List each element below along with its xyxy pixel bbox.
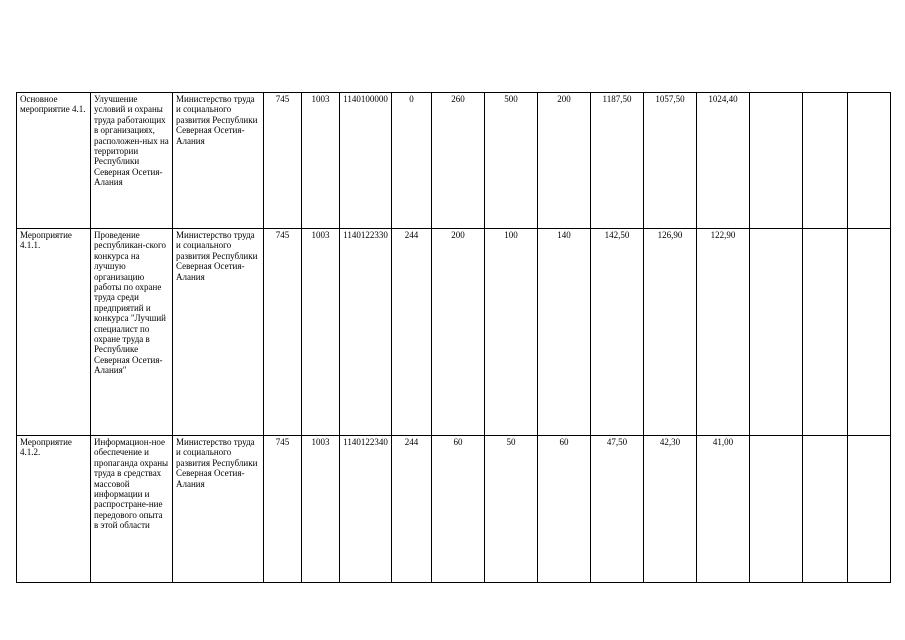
cell-vr: 0 bbox=[392, 93, 432, 229]
cell-value-9 bbox=[848, 229, 891, 436]
cell-executor: Министерство труда и социального развития Республики Северная Осетия-Алания bbox=[173, 436, 264, 583]
cell-value-8 bbox=[803, 229, 848, 436]
program-table bbox=[16, 92, 891, 583]
cell-value-2: 50 bbox=[485, 436, 538, 583]
cell-value-8 bbox=[803, 436, 848, 583]
cell-value-6: 41,00 bbox=[697, 436, 750, 583]
cell-value-3: 140 bbox=[538, 229, 591, 436]
cell-value-1: 200 bbox=[432, 229, 485, 436]
cell-vr: 244 bbox=[392, 436, 432, 583]
cell-value-5: 1057,50 bbox=[644, 93, 697, 229]
cell-grbs: 745 bbox=[264, 93, 302, 229]
cell-value-9 bbox=[848, 436, 891, 583]
cell-value-5: 42,30 bbox=[644, 436, 697, 583]
cell-value-5: 126,90 bbox=[644, 229, 697, 436]
table-row bbox=[17, 436, 891, 583]
cell-value-3: 60 bbox=[538, 436, 591, 583]
cell-value-2: 100 bbox=[485, 229, 538, 436]
cell-value-9 bbox=[848, 93, 891, 229]
cell-csr: 1140122330 bbox=[340, 229, 392, 436]
cell-value-7 bbox=[750, 229, 803, 436]
cell-value-4: 1187,50 bbox=[591, 93, 644, 229]
cell-event-name: Улучшение условий и охраны труда работающих в организациях, расположен-ных на территории Республики Северная Осетия-Алания bbox=[91, 93, 173, 229]
cell-rzpr: 1003 bbox=[302, 93, 340, 229]
cell-value-1: 260 bbox=[432, 93, 485, 229]
cell-value-1: 60 bbox=[432, 436, 485, 583]
cell-event-name: Проведение республикан-ского конкурса на лучшую организацию работы по охране труда среди предприятий и конкурса "Лучший специалист по охране труда в Республике Северная Осетия-Алания" bbox=[91, 229, 173, 436]
cell-value-2: 500 bbox=[485, 93, 538, 229]
cell-value-4: 47,50 bbox=[591, 436, 644, 583]
cell-event-code: Основное мероприятие 4.1. bbox=[17, 93, 91, 229]
cell-csr: 1140100000 bbox=[340, 93, 392, 229]
cell-value-6: 122,90 bbox=[697, 229, 750, 436]
cell-vr: 244 bbox=[392, 229, 432, 436]
cell-grbs: 745 bbox=[264, 229, 302, 436]
cell-event-code: Мероприятие 4.1.1. bbox=[17, 229, 91, 436]
cell-value-8 bbox=[803, 93, 848, 229]
cell-event-code: Мероприятие 4.1.2. bbox=[17, 436, 91, 583]
cell-value-6: 1024,40 bbox=[697, 93, 750, 229]
cell-value-4: 142,50 bbox=[591, 229, 644, 436]
cell-event-name: Информацион-ное обеспечение и пропаганда охраны труда в средствах массовой информации и распростране-ние передового опыта в этой области bbox=[91, 436, 173, 583]
cell-rzpr: 1003 bbox=[302, 229, 340, 436]
cell-csr: 1140122340 bbox=[340, 436, 392, 583]
cell-executor: Министерство труда и социального развития Республики Северная Осетия-Алания bbox=[173, 93, 264, 229]
cell-grbs: 745 bbox=[264, 436, 302, 583]
cell-value-7 bbox=[750, 436, 803, 583]
cell-value-7 bbox=[750, 93, 803, 229]
cell-executor: Министерство труда и социального развития Республики Северная Осетия-Алания bbox=[173, 229, 264, 436]
table-row bbox=[17, 229, 891, 436]
cell-value-3: 200 bbox=[538, 93, 591, 229]
cell-rzpr: 1003 bbox=[302, 436, 340, 583]
table-row bbox=[17, 93, 891, 229]
